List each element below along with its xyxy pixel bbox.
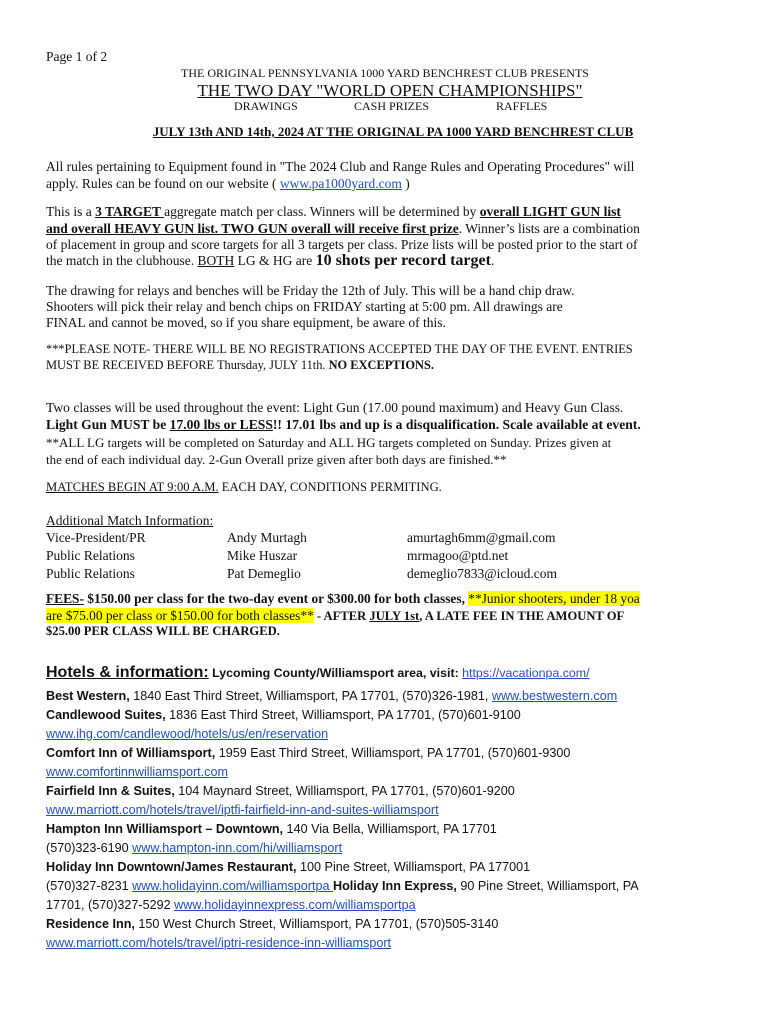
hotel-name: Hampton Inn Williamsport – Downtown, (46, 822, 284, 836)
hotel-residence-inn-link-line (46, 934, 391, 953)
additional-heading-text: Additional Match Information: (46, 513, 214, 528)
matches-line (46, 480, 442, 495)
contact-email[interactable]: mrmagoo@ptd.net (407, 548, 509, 563)
additional-info-heading (46, 512, 213, 529)
hotel-holiday-inn (46, 858, 530, 877)
rules-line-2 (46, 175, 410, 192)
hotel-name: Holiday Inn Express, (333, 879, 457, 893)
hotel-address: 90 Pine Street, Williamsport, PA (456, 879, 639, 893)
matches-text: EACH DAY, CONDITIONS PERMITING. (218, 480, 442, 494)
date-line (0, 124, 770, 140)
match-start-time: MATCHES BEGIN AT 9:00 A.M. (46, 480, 219, 494)
note-line-1: ***PLEASE NOTE- THERE WILL BE NO REGISTRATIONS ACCEPTED THE DAY OF THE EVENT. ENTRIES (46, 342, 633, 356)
contact-name: Mike Huszar (227, 548, 298, 563)
hotel-link[interactable]: www.holidayinnexpress.com/williamsportpa (174, 898, 416, 912)
target-text: aggregate match per class. Winners will be determined by (164, 204, 480, 219)
hotel-candlewood-link-line (46, 725, 328, 744)
hotel-address: 1959 East Third Street, Williamsport, PA 17701, (570)601-9300 (215, 746, 571, 760)
hotel-phone: (570)327-8231 (46, 879, 133, 893)
classes-line-1: Two classes will be used throughout the event: Light Gun (17.00 pound maximum) and Heavy Gun Class. (46, 400, 624, 415)
fees-line-1 (46, 591, 640, 607)
hotel-comfort-inn (46, 744, 570, 763)
fees-line-2 (46, 608, 624, 624)
hotel-link[interactable]: www.ihg.com/candlewood/hotels/us/en/reservation (46, 727, 329, 741)
hotel-hampton-contact (46, 839, 342, 858)
fees-text: $150.00 per class for the two-day event or $300.00 for both classes, (83, 591, 469, 606)
target-line-2 (46, 220, 640, 237)
target-count: 3 TARGET (95, 204, 165, 219)
hotel-address: 1836 East Third Street, Williamsport, PA 17701, (570)601-9100 (165, 708, 521, 722)
website-link[interactable]: www.pa1000yard.com (279, 176, 402, 191)
presents-line: THE ORIGINAL PENNSYLVANIA 1000 YARD BENCHREST CLUB PRESENTS (181, 66, 589, 80)
sub-item-cash-prizes: CASH PRIZES (354, 99, 430, 113)
hotel-hampton (46, 820, 497, 839)
hotel-address: 104 Maynard Street, Williamsport, PA 17701, (570)601-9200 (174, 784, 515, 798)
shots-per-target: 10 shots per record target (315, 252, 491, 269)
late-date: JULY 1st (369, 609, 420, 623)
classes-line-4: the end of each individual day. 2-Gun Overall prize given after both days are finished.** (46, 452, 507, 467)
junior-note-cont: are $75.00 per class or $150.00 for both classes** (46, 608, 314, 623)
hotel-link[interactable]: www.comfortinnwilliamsport.com (46, 765, 228, 779)
target-text: . (490, 253, 495, 268)
hotel-holiday-inn-contact (46, 877, 639, 896)
contact-role: Vice-President/PR (46, 530, 146, 545)
drawing-line-1: The drawing for relays and benches will be Friday the 12th of July. This will be a hand chip draw. (46, 283, 575, 298)
classes-line-3: **ALL LG targets will be completed on Saturday and ALL HG targets completed on Sunday. Prizes given at (46, 435, 612, 450)
contact-role: Public Relations (46, 566, 135, 581)
date-text: JULY 13th AND 14th, 2024 AT THE ORIGINAL PA 1000 YARD BENCHREST CLUB (152, 124, 634, 139)
hotels-title: Hotels & information: (46, 664, 209, 681)
hotel-link[interactable]: www.bestwestern.com (491, 689, 618, 703)
fees-text: , A LATE FEE IN THE AMOUNT OF (419, 609, 625, 623)
target-text: This is a (46, 204, 96, 219)
hotel-phone: 17701, (570)327-5292 (46, 898, 175, 912)
junior-note: **Junior shooters, under 18 yoa (468, 591, 640, 606)
hotel-express-contact (46, 896, 416, 915)
target-line-4 (46, 252, 494, 269)
hotel-address: 100 Pine Street, Williamsport, PA 177001 (296, 860, 531, 874)
sub-item-raffles: RAFFLES (496, 99, 548, 113)
fees-label: FEES- (46, 591, 84, 606)
title-text: THE TWO DAY "WORLD OPEN CHAMPIONSHIPS" (197, 81, 583, 100)
hotel-name: Best Western, (46, 689, 130, 703)
vacationpa-link[interactable]: https://vacationpa.com/ (462, 666, 590, 680)
contact-name: Andy Murtagh (227, 530, 307, 545)
contact-email[interactable]: amurtagh6mm@gmail.com (407, 530, 556, 545)
heavy-gun-list: and overall HEAVY GUN list. TWO GUN overall will receive first prize (46, 221, 459, 236)
hotel-comfort-inn-link-line (46, 763, 228, 782)
hotel-best-western (46, 687, 617, 706)
fees-line-3: $25.00 PER CLASS WILL BE CHARGED. (46, 624, 280, 638)
contact-name: Pat Demeglio (227, 566, 301, 581)
hotel-link[interactable]: www.hampton-inn.com/hi/williamsport (132, 841, 343, 855)
hotel-link[interactable]: www.holidayinn.com/williamsportpa (132, 879, 334, 893)
sub-item-drawings: DRAWINGS (234, 99, 298, 113)
target-text: LG & HG are (234, 253, 316, 268)
fees-text: - AFTER (313, 609, 370, 623)
rules-text-end: ) (401, 176, 410, 191)
hotel-name: Candlewood Suites, (46, 708, 166, 722)
drawing-line-2: Shooters will pick their relay and bench chips on FRIDAY starting at 5:00 pm. All drawings are (46, 299, 563, 314)
hotel-address: 150 West Church Street, Williamsport, PA 17701, (570)505-3140 (134, 917, 499, 931)
page-number: Page 1 of 2 (46, 49, 108, 64)
rules-text: apply. Rules can be found on our website ( (46, 176, 280, 191)
disqualification-text: !! 17.01 lbs and up is a disqualification. Scale available at event. (272, 417, 641, 432)
target-text: . Winner’s lists are a combination (458, 221, 640, 236)
hotels-subtitle: Lycoming County/Williamsport area, visit: (208, 666, 463, 680)
hotel-candlewood (46, 706, 521, 725)
hotel-residence-inn (46, 915, 498, 934)
target-line-3: of placement in group and score targets for all 3 targets per class. Prize lists will be posted prior to the start of (46, 237, 638, 252)
hotel-name: Holiday Inn Downtown/James Restaurant, (46, 860, 297, 874)
target-text: the match in the clubhouse. (46, 253, 198, 268)
hotel-link[interactable]: www.marriott.com/hotels/travel/iptfi-fairfield-inn-and-suites-williamsport (46, 803, 439, 817)
hotel-name: Residence Inn, (46, 917, 135, 931)
drawing-line-3: FINAL and cannot be moved, so if you share equipment, be aware of this. (46, 315, 446, 330)
note-text: MUST BE RECEIVED BEFORE Thursday, JULY 11th. (46, 358, 329, 372)
rules-line-1: All rules pertaining to Equipment found in "The 2024 Club and Range Rules and Operating Procedures" will (46, 159, 635, 174)
hotel-fairfield (46, 782, 515, 801)
hotel-address: 1840 East Third Street, Williamsport, PA 17701, (570)326-1981, (129, 689, 492, 703)
note-line-2 (46, 358, 434, 373)
hotel-address: 140 Via Bella, Williamsport, PA 17701 (283, 822, 497, 836)
hotel-link[interactable]: www.marriott.com/hotels/travel/iptri-residence-inn-williamsport (46, 936, 392, 950)
both-word: BOTH (197, 253, 235, 268)
hotel-name: Comfort Inn of Williamsport, (46, 746, 216, 760)
hotel-phone: (570)323-6190 (46, 841, 133, 855)
hotels-heading (46, 664, 590, 682)
no-exceptions: NO EXCEPTIONS. (328, 358, 434, 372)
light-gun-text: Light Gun MUST be (46, 417, 170, 432)
hotel-name: Fairfield Inn & Suites, (46, 784, 175, 798)
light-gun-list: overall LIGHT GUN list (479, 204, 621, 219)
hotel-fairfield-link-line (46, 801, 439, 820)
target-line-1 (46, 203, 621, 220)
contact-email[interactable]: demeglio7833@icloud.com (407, 566, 558, 581)
weight-limit: 17.00 lbs or LESS (169, 417, 273, 432)
contact-role: Public Relations (46, 548, 135, 563)
light-gun-rule (46, 417, 641, 433)
